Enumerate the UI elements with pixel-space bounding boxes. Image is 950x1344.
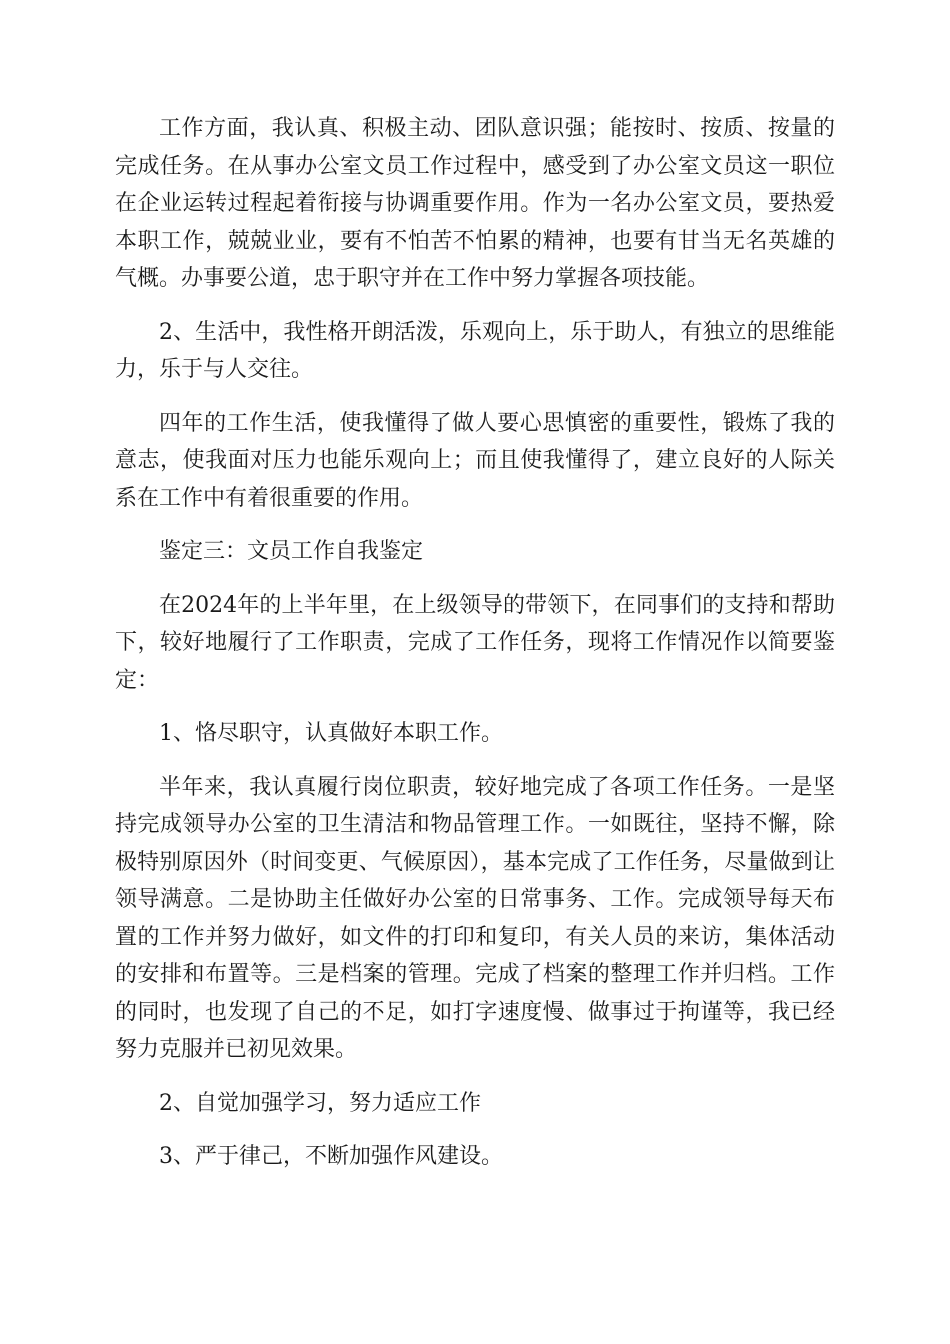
paragraph-intro-2024: 在2024年的上半年里，在上级领导的带领下，在同事们的支持和帮助下，较好地履行了工作职责，完成了工作任务，现将工作情况作以简要鉴定：: [115, 592, 835, 693]
paragraph-life-personality: 2、生活中，我性格开朗活泼，乐观向上，乐于助人，有独立的思维能力，乐于与人交往。: [115, 319, 835, 382]
item-heading-2: 2、自觉加强学习，努力适应工作: [159, 1090, 481, 1116]
section-heading-appraisal-three: 鉴定三：文员工作自我鉴定: [159, 539, 424, 564]
paragraph-work-aspect: 工作方面，我认真、积极主动、团队意识强；能按时、按质、按量的完成任务。在从事办公室文员工作过程中，感受到了办公室文员这一职位在企业运转过程起着衔接与协调重要作用。作为一名办公室文员，要热爱本职工作，兢兢业业，要有不怕苦不怕累的精神，也要有甘当无名英雄的气概。办事要公道，忠于职守并在工作中努力掌握各项技能。: [115, 116, 835, 291]
document-body: [115, 110, 835, 1192]
paragraph-half-year-duties: 半年来，我认真履行岗位职责，较好地完成了各项工作任务。一是坚持完成领导办公室的卫生清洁和物品管理工作。一如既往，坚持不懈，除极特别原因外（时间变更、气候原因），基本完成了工作任务，尽量做到让领导满意。二是协助主任做好办公室的日常事务、工作。完成领导每天布置的工作并努力做好，如文件的打印和复印，有关人员的来访，集体活动的安排和布置等。三是档案的管理。完成了档案的整理工作并归档。工作的同时，也发现了自己的不足，如打字速度慢、做事过于拘谨等，我已经努力克服并已初见效果。: [115, 774, 835, 1062]
paragraph-four-years: 四年的工作生活，使我懂得了做人要心思慎密的重要性，锻炼了我的意志，使我面对压力也能乐观向上；而且使我懂得了，建立良好的人际关系在工作中有着很重要的作用。: [115, 410, 835, 511]
item-heading-1: 1、恪尽职守，认真做好本职工作。: [159, 721, 503, 746]
item-heading-3: 3、严于律己，不断加强作风建设。: [159, 1144, 503, 1169]
